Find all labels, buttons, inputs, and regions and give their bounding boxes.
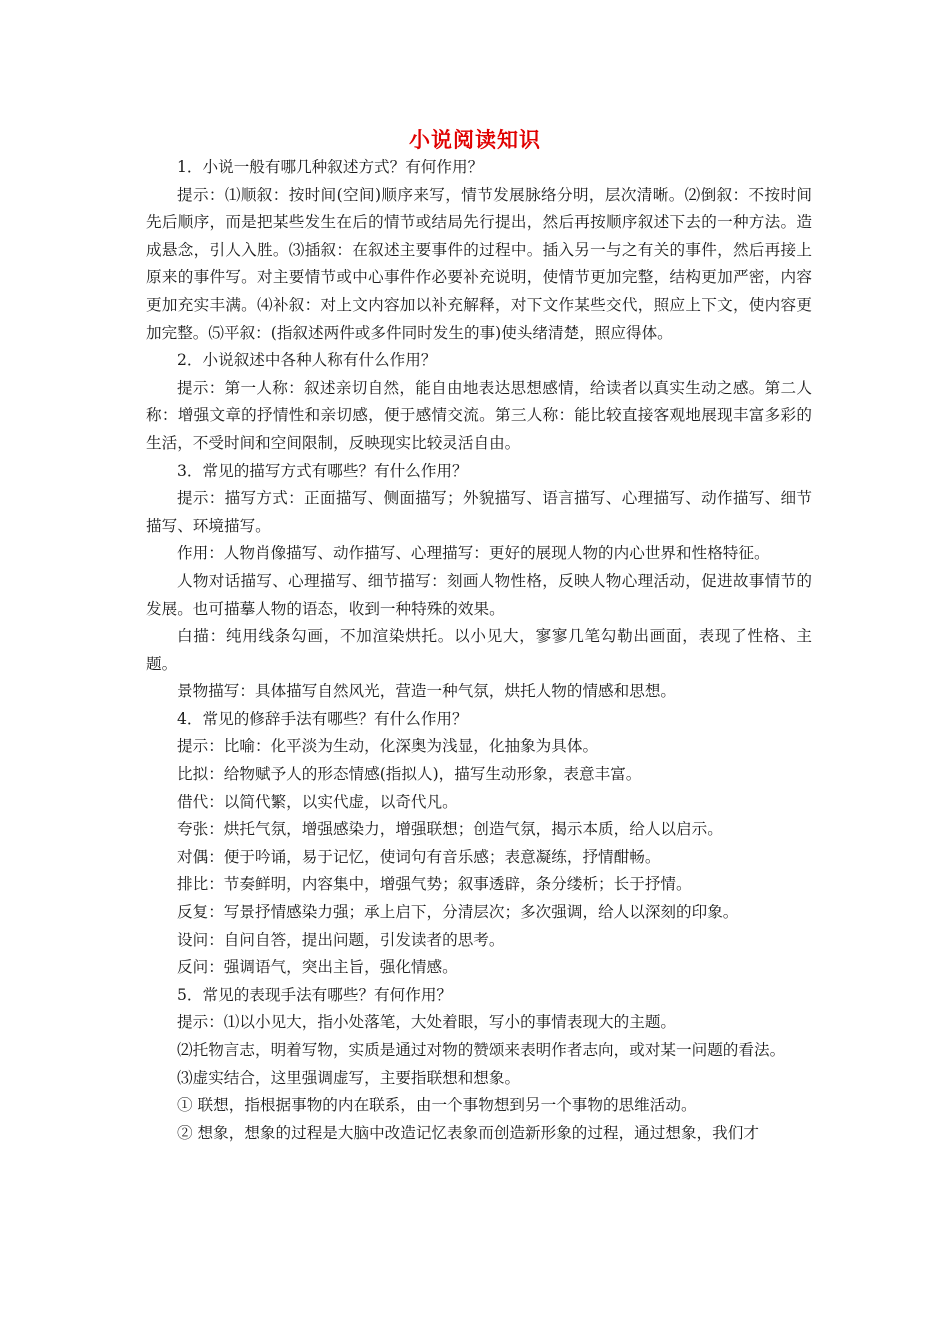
technique-3-imagination: ② 想象，想象的过程是大脑中改造记忆表象而创造新形象的过程，通过想象，我们才 [177, 1123, 759, 1142]
answer-3-scenery: 景物描写：具体描写自然风光，营造一种气氛，烘托人物的情感和思想。 [177, 682, 677, 701]
rhetoric-personification: 比拟：给物赋予人的形态情感(指拟人)，描写生动形象，表意丰富。 [177, 765, 642, 784]
rhetoric-counter-question: 反问：强调语气，突出主旨，强化情感。 [177, 958, 458, 977]
answer-1: 提示：⑴顺叙：按时间(空间)顺序来写，情节发展脉络分明，层次清晰。⑵倒叙：不按时间先后顺序，而是把某些发生在后的情节或结局先行提出，然后再按顺序叙述下去的一种方法。造成悬念，引人入胜。⑶插叙：在叙述主要事件的过程中。插入另一与之有关的事件，然后再接上原来的事件写。对主要情节或中心事件作必要补充说明，使情节更加完整，结构更加严密，内容更加充实丰满。⑷补叙：对上文内容加以补充解释，对下文作某些交代，照应上下文，使内容更加完整。⑸平叙：(指叙述两件或多件同时发生的事)使头绪清楚，照应得体。 [146, 185, 812, 342]
rhetoric-repetition: 反复：写景抒情感染力强；承上启下，分清层次；多次强调，给人以深刻的印象。 [177, 903, 739, 922]
page-title: 小说阅读知识 [409, 128, 541, 152]
technique-2: ⑵托物言志，明着写物，实质是通过对物的赞颂来表明作者志向，或对某一问题的看法。 [177, 1041, 786, 1059]
rhetoric-metonymy: 借代：以简代繁，以实代虚，以奇代凡。 [177, 792, 458, 811]
question-4: 4．常见的修辞手法有哪些？有什么作用？ [177, 709, 468, 728]
rhetoric-rhetorical-question: 设问：自问自答，提出问题，引发读者的思考。 [177, 930, 505, 949]
answer-2: 提示：第一人称：叙述亲切自然，能自由地表达思想感情，给读者以真实生动之感。第二人称：增强文章的抒情性和亲切感，便于感情交流。第三人称：能比较直接客观地展现丰富多彩的生活，不受时间和空间限制，反映现实比较灵活自由。 [146, 378, 812, 452]
question-5: 5．常见的表现手法有哪些？有何作用？ [177, 985, 453, 1004]
technique-1: 提示：⑴以小见大，指小处落笔，大处着眼，写小的事情表现大的主题。 [177, 1013, 677, 1032]
rhetoric-antithesis: 对偶：便于吟诵，易于记忆，使词句有音乐感；表意凝练，抒情酣畅。 [177, 847, 661, 866]
answer-3-effect: 作用：人物肖像描写、动作描写、心理描写：更好的展现人物的内心世界和性格特征。 [177, 544, 770, 563]
technique-3-association: ① 联想，指根据事物的内在联系，由一个事物想到另一个事物的思维活动。 [177, 1096, 697, 1115]
technique-3: ⑶虚实结合，这里强调虚写，主要指联想和想象。 [177, 1068, 521, 1087]
rhetoric-hyperbole: 夸张：烘托气氛，增强感染力，增强联想；创造气氛，揭示本质，给人以启示。 [177, 820, 723, 839]
document-body [146, 154, 812, 1147]
question-1: 1．小说一般有哪几种叙述方式？有何作用？ [177, 158, 484, 176]
rhetoric-parallelism: 排比：节奏鲜明，内容集中，增强气势；叙事透辟，条分缕析；长于抒情。 [177, 875, 692, 894]
answer-3-dialogue: 人物对话描写、心理描写、细节描写：刻画人物性格，反映人物心理活动，促进故事情节的发展。也可描摹人物的语态，收到一种特殊的效果。 [146, 571, 812, 618]
answer-3-baimiao: 白描：纯用线条勾画，不加渲染烘托。以小见大，寥寥几笔勾勒出画面，表现了性格、主题。 [146, 627, 812, 673]
question-3: 3．常见的描写方式有哪些？有什么作用？ [177, 461, 468, 480]
rhetoric-metaphor: 提示：比喻：化平淡为生动，化深奥为浅显，化抽象为具体。 [177, 737, 599, 756]
answer-3-methods: 提示：描写方式：正面描写、侧面描写；外貌描写、语言描写、心理描写、动作描写、细节描写、环境描写。 [146, 489, 812, 535]
question-2: 2．小说叙述中各种人称有什么作用？ [177, 351, 437, 370]
